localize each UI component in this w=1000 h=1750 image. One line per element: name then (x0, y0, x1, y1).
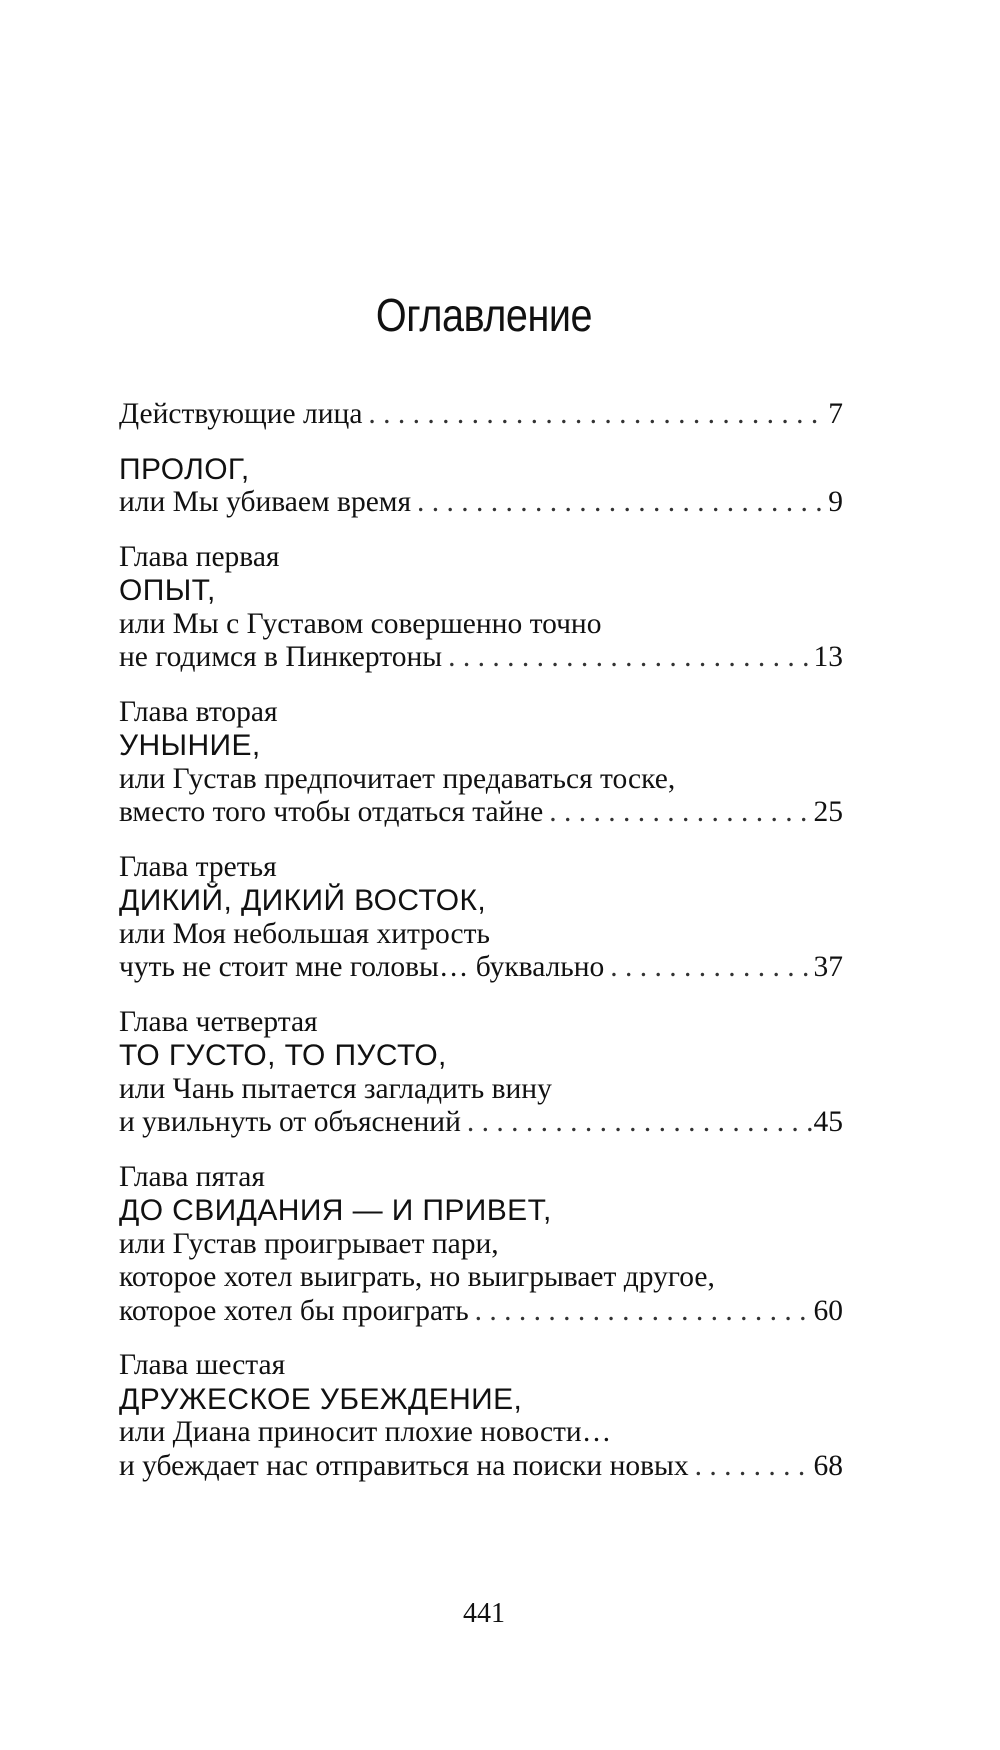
chapter-subtitle-line: Действующие лица (119, 398, 363, 430)
chapter-subtitle-line: или Диана приносит плохие новости… (119, 1416, 612, 1448)
toc-page-number[interactable]: 13 (813, 641, 843, 673)
chapter-number: Глава шестая (119, 1349, 286, 1381)
dot-leader (448, 641, 811, 675)
toc-page-number[interactable]: 68 (813, 1449, 843, 1482)
chapter-subtitle-line: не годимся в Пинкертоны (119, 641, 443, 673)
chapter-subtitle-line: или Мы с Густавом совершенно точно (119, 607, 602, 640)
toc-entry[interactable] (119, 1161, 843, 1329)
chapter-number: Глава первая (119, 540, 280, 573)
dot-leader (475, 1295, 812, 1329)
toc-line-with-page (119, 1106, 843, 1140)
dot-leader (417, 486, 826, 520)
toc-line-with-page (119, 641, 843, 675)
page-title: Оглавление (375, 289, 593, 341)
dot-leader (549, 796, 811, 830)
toc-page-number[interactable]: 25 (813, 796, 843, 828)
chapter-number: Глава пятая (119, 1160, 265, 1193)
chapter-heading: ОПЫТ, (119, 574, 216, 607)
toc-page-number[interactable]: 37 (813, 951, 843, 983)
toc-entry[interactable] (119, 851, 843, 985)
table-of-contents (119, 398, 843, 1504)
chapter-heading: ДРУЖЕСКОЕ УБЕЖДЕНИЕ, (119, 1382, 523, 1416)
chapter-heading: УНЫНИЕ, (119, 729, 261, 762)
toc-page-number[interactable]: 60 (813, 1294, 843, 1327)
chapter-subtitle-line: которое хотел выиграть, но выигрывает другое, (119, 1261, 715, 1293)
toc-entry[interactable] (119, 398, 843, 432)
chapter-subtitle-line: или Густав проигрывает пари, (119, 1227, 499, 1260)
toc-entry[interactable] (119, 541, 843, 675)
toc-line-with-page (119, 398, 843, 432)
chapter-subtitle-line: или Густав предпочитает предаваться тоске, (119, 762, 676, 795)
toc-line-with-page (119, 486, 843, 520)
toc-line-with-page (119, 1450, 843, 1484)
chapter-subtitle-line: или Моя небольшая хитрость (119, 917, 490, 950)
chapter-heading: ДИКИЙ, ДИКИЙ ВОСТОК, (119, 884, 487, 917)
chapter-subtitle-line: или Чань пытается загладить вину (119, 1072, 552, 1105)
dot-leader (695, 1450, 812, 1484)
chapter-subtitle-line: или Мы убиваем время (119, 486, 412, 518)
chapter-subtitle-line: и увильнуть от объяснений (119, 1106, 461, 1138)
toc-page-number[interactable]: 7 (828, 398, 843, 430)
dot-leader (368, 398, 826, 432)
chapter-heading: ДО СВИДАНИЯ — И ПРИВЕТ, (119, 1194, 552, 1227)
toc-line-with-page (119, 796, 843, 830)
toc-entry[interactable] (119, 453, 843, 520)
toc-line-with-page (119, 1295, 843, 1329)
chapter-subtitle-line: вместо того чтобы отдаться тайне (119, 796, 544, 828)
toc-page-number[interactable]: 9 (828, 486, 843, 518)
chapter-number: Глава четвертая (119, 1005, 318, 1038)
chapter-heading: ПРОЛОГ, (119, 452, 250, 486)
chapter-heading: ТО ГУСТО, ТО ПУСТО, (119, 1039, 447, 1072)
dot-leader (467, 1106, 812, 1140)
toc-entry[interactable] (119, 1349, 843, 1483)
toc-page-number[interactable]: 45 (813, 1106, 843, 1138)
toc-entry[interactable] (119, 1006, 843, 1140)
chapter-subtitle-line: и убеждает нас отправиться на поиски новых (119, 1449, 689, 1482)
dot-leader (610, 951, 811, 985)
page-number: 441 (463, 1598, 505, 1629)
toc-entry[interactable] (119, 696, 843, 830)
chapter-subtitle-line: которое хотел бы проиграть (119, 1294, 469, 1327)
chapter-number: Глава третья (119, 850, 277, 883)
chapter-subtitle-line: чуть не стоит мне головы… буквально (119, 951, 605, 983)
toc-line-with-page (119, 951, 843, 985)
chapter-number: Глава вторая (119, 695, 278, 728)
